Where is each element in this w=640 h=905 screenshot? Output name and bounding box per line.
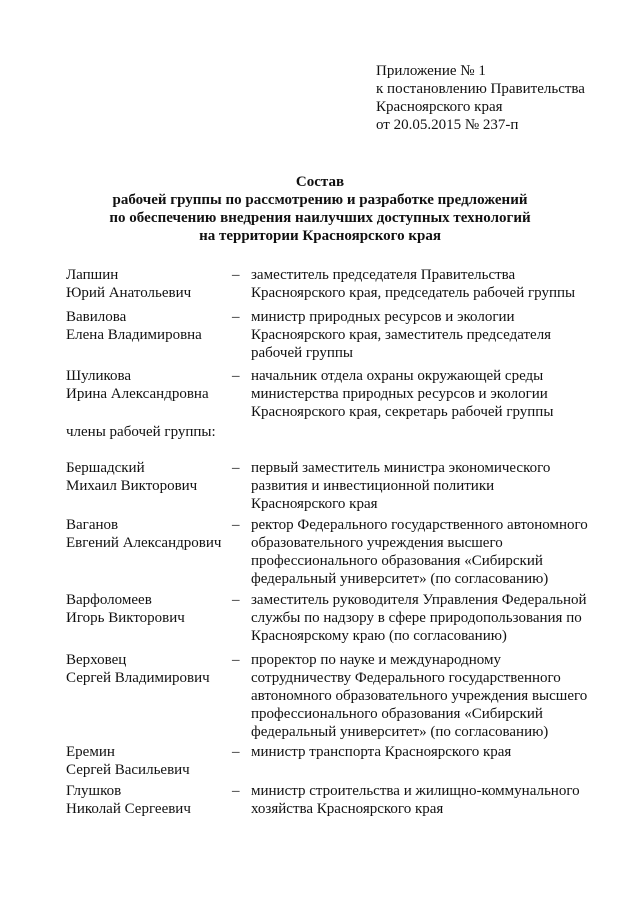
desc-line: проректор по науке и международному xyxy=(251,652,501,668)
person-name xyxy=(66,743,236,779)
given-name: Сергей Владимирович xyxy=(66,670,210,686)
title-line: на территории Красноярского края xyxy=(199,228,441,244)
desc-line: развития и инвестиционной политики xyxy=(251,478,495,494)
desc-line: сотрудничеству Федерального государственного xyxy=(251,670,561,686)
surname: Варфоломеев xyxy=(66,592,152,608)
dash: – xyxy=(232,309,240,325)
given-name: Евгений Александрович xyxy=(66,535,222,551)
given-name: Елена Владимировна xyxy=(66,327,202,343)
dash: – xyxy=(232,267,240,283)
given-name: Юрий Анатольевич xyxy=(66,285,192,301)
desc-line: заместитель председателя Правительства xyxy=(251,267,516,283)
person-name xyxy=(66,591,236,627)
position-description xyxy=(251,516,611,588)
given-name: Игорь Викторович xyxy=(66,610,185,626)
surname: Еремин xyxy=(66,744,115,760)
given-name: Михаил Викторович xyxy=(66,478,198,494)
appendix-line: к постановлению Правительства xyxy=(376,81,585,97)
position-description xyxy=(251,367,611,421)
title-line: по обеспечению внедрения наилучших доступных технологий xyxy=(109,210,531,226)
desc-line: ректор Федерального государственного автономного xyxy=(251,517,588,533)
person-name xyxy=(66,782,236,818)
dash: – xyxy=(232,592,240,608)
desc-line: хозяйства Красноярского края xyxy=(251,801,444,817)
person-name xyxy=(66,367,236,403)
title-line: Состав xyxy=(295,174,345,190)
desc-line: Красноярскому краю (по согласованию) xyxy=(251,628,507,644)
desc-line: Красноярского края, секретарь рабочей группы xyxy=(251,404,554,420)
desc-line: федеральный университет» (по согласованию) xyxy=(251,724,549,740)
dash: – xyxy=(232,744,240,760)
dash: – xyxy=(232,652,240,668)
surname: Ваганов xyxy=(66,517,119,533)
person-name xyxy=(66,459,236,495)
position-description xyxy=(251,308,611,362)
document-title xyxy=(40,173,600,245)
desc-line: заместитель руководителя Управления Федеральной xyxy=(251,592,587,608)
desc-line: службы по надзору в сфере природопользования по xyxy=(251,610,582,626)
position-description xyxy=(251,782,611,818)
dash: – xyxy=(232,517,240,533)
desc-line: министерства природных ресурсов и экологии xyxy=(251,386,548,402)
desc-line: рабочей группы xyxy=(251,345,353,361)
person-name xyxy=(66,308,236,344)
appendix-line: Приложение № 1 xyxy=(376,63,486,79)
dash: – xyxy=(232,368,240,384)
appendix-line: от 20.05.2015 № 237-п xyxy=(376,117,519,133)
desc-line: министр строительства и жилищно-коммунального xyxy=(251,783,580,799)
position-description xyxy=(251,651,611,741)
desc-line: министр транспорта Красноярского края xyxy=(251,744,512,760)
person-name xyxy=(66,651,236,687)
appendix-line: Красноярского края xyxy=(376,99,503,115)
desc-line: начальник отдела охраны окружающей среды xyxy=(251,368,544,384)
desc-line: первый заместитель министра экономического xyxy=(251,460,551,476)
desc-line: федеральный университет» (по согласованию) xyxy=(251,571,549,587)
position-description xyxy=(251,591,611,645)
surname: Вавилова xyxy=(66,309,127,325)
position-description xyxy=(251,743,611,761)
dash: – xyxy=(232,783,240,799)
surname: Глушков xyxy=(66,783,122,799)
surname: Шуликова xyxy=(66,368,132,384)
position-description xyxy=(251,459,611,513)
desc-line: Красноярского края xyxy=(251,496,378,512)
desc-line: Красноярского края, председатель рабочей группы xyxy=(251,285,576,301)
desc-line: министр природных ресурсов и экологии xyxy=(251,309,515,325)
members-label: члены рабочей группы: xyxy=(66,424,216,440)
desc-line: профессионального образования «Сибирский xyxy=(251,706,543,722)
surname: Верховец xyxy=(66,652,127,668)
position-description xyxy=(251,266,611,302)
desc-line: образовательного учреждения высшего xyxy=(251,535,503,551)
surname: Лапшин xyxy=(66,267,119,283)
desc-line: профессионального образования «Сибирский xyxy=(251,553,543,569)
given-name: Сергей Васильевич xyxy=(66,762,190,778)
surname: Бершадский xyxy=(66,460,145,476)
person-name xyxy=(66,266,236,302)
desc-line: автономного образовательного учреждения высшего xyxy=(251,688,588,704)
desc-line: Красноярского края, заместитель председателя xyxy=(251,327,552,343)
person-name xyxy=(66,516,236,552)
appendix-block xyxy=(376,62,626,134)
given-name: Николай Сергеевич xyxy=(66,801,191,817)
dash: – xyxy=(232,460,240,476)
given-name: Ирина Александровна xyxy=(66,386,209,402)
title-line: рабочей группы по рассмотрению и разработке предложений xyxy=(112,192,528,208)
